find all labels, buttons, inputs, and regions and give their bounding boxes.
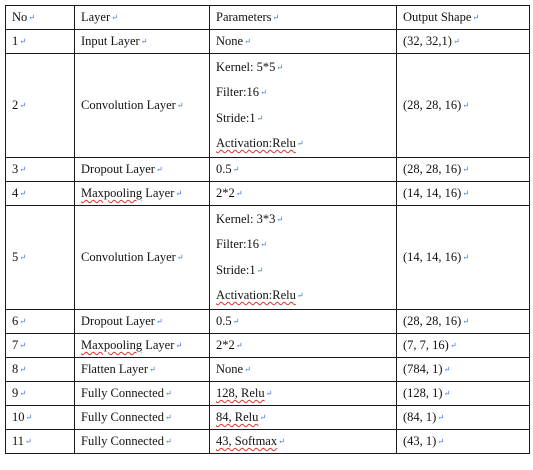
cell-parameters	[210, 430, 397, 454]
table-row	[6, 54, 530, 158]
paragraph-mark: ↵	[462, 101, 470, 110]
parameter-line	[216, 186, 390, 201]
paragraph-mark: ↵	[235, 189, 243, 198]
paragraph-mark: ↵	[296, 291, 304, 300]
table-row	[6, 206, 530, 310]
paragraph-mark: ↵	[19, 101, 26, 110]
paragraph-mark: ↵	[175, 189, 183, 198]
cell-layer	[75, 430, 210, 454]
cell-parameters	[210, 158, 397, 182]
row-number: 4	[12, 186, 19, 200]
paragraph-mark: ↵	[462, 165, 470, 174]
cell-output-shape	[397, 206, 530, 310]
paragraph-mark: ↵	[19, 317, 26, 326]
parameter-line	[216, 55, 390, 81]
cell-output-shape	[397, 54, 530, 158]
paragraph-mark: ↵	[176, 101, 184, 110]
row-number: 6	[12, 314, 19, 328]
output-shape: (128, 1)	[403, 386, 443, 400]
layer-name: Maxpooling Layer	[81, 186, 175, 200]
cell-output-shape	[397, 30, 530, 54]
table-row	[6, 382, 530, 406]
paragraph-mark: ↵	[276, 62, 284, 72]
layer-name: Fully Connected	[81, 386, 164, 400]
cell-output-shape	[397, 334, 530, 358]
paragraph-mark: ↵	[25, 437, 32, 446]
table-row	[6, 406, 530, 430]
paragraph-mark: ↵	[443, 389, 451, 398]
cell-no	[6, 358, 75, 382]
paragraph-mark: ↵	[19, 253, 26, 262]
layer-name: Convolution Layer	[81, 250, 176, 264]
paragraph-mark: ↵	[278, 437, 285, 446]
row-number: 1	[12, 34, 19, 48]
parameter-line	[216, 131, 390, 157]
row-number: 8	[12, 362, 19, 376]
parameter-line	[216, 283, 390, 309]
cell-no	[6, 406, 75, 430]
parameter-line	[216, 386, 390, 401]
cell-no	[6, 206, 75, 310]
cell-layer	[75, 206, 210, 310]
cell-parameters	[210, 406, 397, 430]
layer-name: Flatten Layer	[81, 362, 148, 376]
output-shape: (28, 28, 16)	[403, 98, 462, 112]
parameter-text: Activation:Relu	[216, 288, 296, 302]
parameter-text: Stride:1	[216, 262, 256, 277]
paragraph-mark: ↵	[244, 365, 251, 374]
cell-parameters	[210, 310, 397, 334]
parameter-text: 2*2	[216, 338, 235, 352]
parameter-text: 84, Relu	[216, 410, 259, 424]
cell-parameters	[210, 334, 397, 358]
paragraph-mark: ↵	[164, 413, 172, 422]
parameter-line	[216, 314, 390, 329]
parameter-line	[216, 106, 390, 132]
cell-parameters	[210, 54, 397, 158]
paragraph-mark: ↵	[19, 365, 26, 374]
cell-parameters	[210, 206, 397, 310]
output-shape: (28, 28, 16)	[403, 314, 462, 328]
cell-layer	[75, 382, 210, 406]
cell-parameters	[210, 382, 397, 406]
cell-parameters	[210, 30, 397, 54]
paragraph-mark: ↵	[244, 37, 251, 46]
paragraph-mark: ↵	[256, 265, 264, 275]
row-number: 7	[12, 338, 19, 352]
layer-name: Fully Connected	[81, 410, 164, 424]
table-row	[6, 358, 530, 382]
cell-no	[6, 382, 75, 406]
paragraph-mark: ↵	[232, 165, 240, 174]
paragraph-mark: ↵	[452, 37, 460, 46]
parameter-text: 0.5	[216, 314, 232, 328]
cell-output-shape	[397, 158, 530, 182]
parameter-text: 128, Relu	[216, 386, 265, 400]
cell-layer	[75, 182, 210, 206]
row-number: 5	[12, 250, 19, 264]
table-row	[6, 158, 530, 182]
cell-no	[6, 30, 75, 54]
cell-layer	[75, 30, 210, 54]
paragraph-mark: ↵	[276, 214, 284, 224]
table-row	[6, 30, 530, 54]
header-no: No↵	[6, 6, 75, 30]
paragraph-mark: ↵	[437, 437, 445, 446]
table-row	[6, 430, 530, 454]
paragraph-mark: ↵	[149, 365, 156, 374]
output-shape: (784, 1)	[403, 362, 443, 376]
parameter-text: Kernel: 5*5	[216, 59, 276, 74]
layer-name: Fully Connected	[81, 434, 164, 448]
paragraph-mark: ↵	[260, 88, 267, 97]
parameter-text: 43, Softmax	[216, 434, 278, 448]
parameter-line	[216, 410, 390, 425]
paragraph-mark: ↵	[175, 341, 183, 350]
cell-no	[6, 430, 75, 454]
paragraph-mark: ↵	[19, 165, 26, 174]
paragraph-mark: ↵	[19, 189, 26, 198]
paragraph-mark: ↵	[443, 365, 451, 374]
parameter-text: Stride:1	[216, 110, 256, 125]
paragraph-mark: ↵	[164, 437, 172, 446]
parameter-line	[216, 232, 390, 258]
output-shape: (32, 32,1)	[403, 34, 452, 48]
row-number: 9	[12, 386, 19, 400]
parameter-text: Filter:16	[216, 85, 260, 99]
paragraph-mark: ↵	[140, 37, 148, 46]
parameter-line	[216, 434, 390, 449]
paragraph-mark: ↵	[19, 37, 26, 46]
paragraph-mark: ↵	[437, 413, 445, 422]
table-row	[6, 182, 530, 206]
parameter-text: Filter:16	[216, 237, 260, 251]
layer-name: Dropout Layer	[81, 162, 155, 176]
output-shape: (14, 14, 16)	[403, 186, 462, 200]
parameter-line	[216, 207, 390, 233]
layer-name: Dropout Layer	[81, 314, 155, 328]
parameter-line	[216, 162, 390, 177]
layer-table	[5, 5, 530, 454]
header-parameters: Parameters↵	[210, 6, 397, 30]
cell-no	[6, 182, 75, 206]
parameter-text: Kernel: 3*3	[216, 211, 276, 226]
output-shape: (28, 28, 16)	[403, 162, 462, 176]
paragraph-mark: ↵	[19, 341, 26, 350]
cell-no	[6, 54, 75, 158]
header-layer: Layer↵	[75, 6, 210, 30]
output-shape: (84, 1)	[403, 410, 437, 424]
table-row	[6, 334, 530, 358]
paragraph-mark: ↵	[259, 413, 267, 422]
paragraph-mark: ↵	[462, 189, 470, 198]
header-output-shape: Output Shape↵	[397, 6, 530, 30]
paragraph-mark: ↵	[155, 165, 163, 174]
cell-output-shape	[397, 430, 530, 454]
cell-output-shape	[397, 358, 530, 382]
parameter-line	[216, 362, 390, 377]
parameter-text: Activation:Relu	[216, 136, 296, 150]
paragraph-mark: ↵	[462, 317, 470, 326]
cell-layer	[75, 334, 210, 358]
output-shape: (7, 7, 16)	[403, 338, 449, 352]
paragraph-mark: ↵	[19, 389, 26, 398]
cell-no	[6, 310, 75, 334]
parameter-line	[216, 338, 390, 353]
paragraph-mark: ↵	[462, 253, 470, 262]
cell-layer	[75, 158, 210, 182]
paragraph-mark: ↵	[25, 413, 33, 422]
paragraph-mark: ↵	[176, 253, 184, 262]
cell-output-shape	[397, 406, 530, 430]
cell-layer	[75, 54, 210, 158]
cell-no	[6, 158, 75, 182]
cell-output-shape	[397, 382, 530, 406]
cell-no	[6, 334, 75, 358]
cell-output-shape	[397, 182, 530, 206]
output-shape: (14, 14, 16)	[403, 250, 462, 264]
paragraph-mark: ↵	[164, 389, 172, 398]
cell-parameters	[210, 358, 397, 382]
paragraph-mark: ↵	[449, 341, 457, 350]
row-number: 11	[12, 434, 25, 448]
paragraph-mark: ↵	[296, 139, 304, 148]
paragraph-mark: ↵	[155, 317, 163, 326]
cell-layer	[75, 358, 210, 382]
cell-layer	[75, 406, 210, 430]
paragraph-mark: ↵	[260, 240, 267, 249]
parameter-line	[216, 34, 390, 49]
parameter-text: 2*2	[216, 186, 235, 200]
cell-output-shape	[397, 310, 530, 334]
layer-name: Maxpooling Layer	[81, 338, 175, 352]
table-row	[6, 310, 530, 334]
row-number: 3	[12, 162, 19, 176]
row-number: 2	[12, 98, 19, 112]
output-shape: (43, 1)	[403, 434, 437, 448]
parameter-text: None	[216, 34, 244, 48]
paragraph-mark: ↵	[256, 113, 264, 123]
layer-name: Convolution Layer	[81, 98, 176, 112]
cell-parameters	[210, 182, 397, 206]
paragraph-mark: ↵	[265, 389, 273, 398]
layer-name: Input Layer	[81, 34, 140, 48]
parameter-line	[216, 258, 390, 284]
paragraph-mark: ↵	[232, 317, 240, 326]
parameter-text: 0.5	[216, 162, 232, 176]
row-number: 10	[12, 410, 25, 424]
cell-layer	[75, 310, 210, 334]
header-row	[6, 6, 530, 30]
parameter-line	[216, 80, 390, 106]
parameter-text: None	[216, 362, 244, 376]
paragraph-mark: ↵	[235, 341, 243, 350]
